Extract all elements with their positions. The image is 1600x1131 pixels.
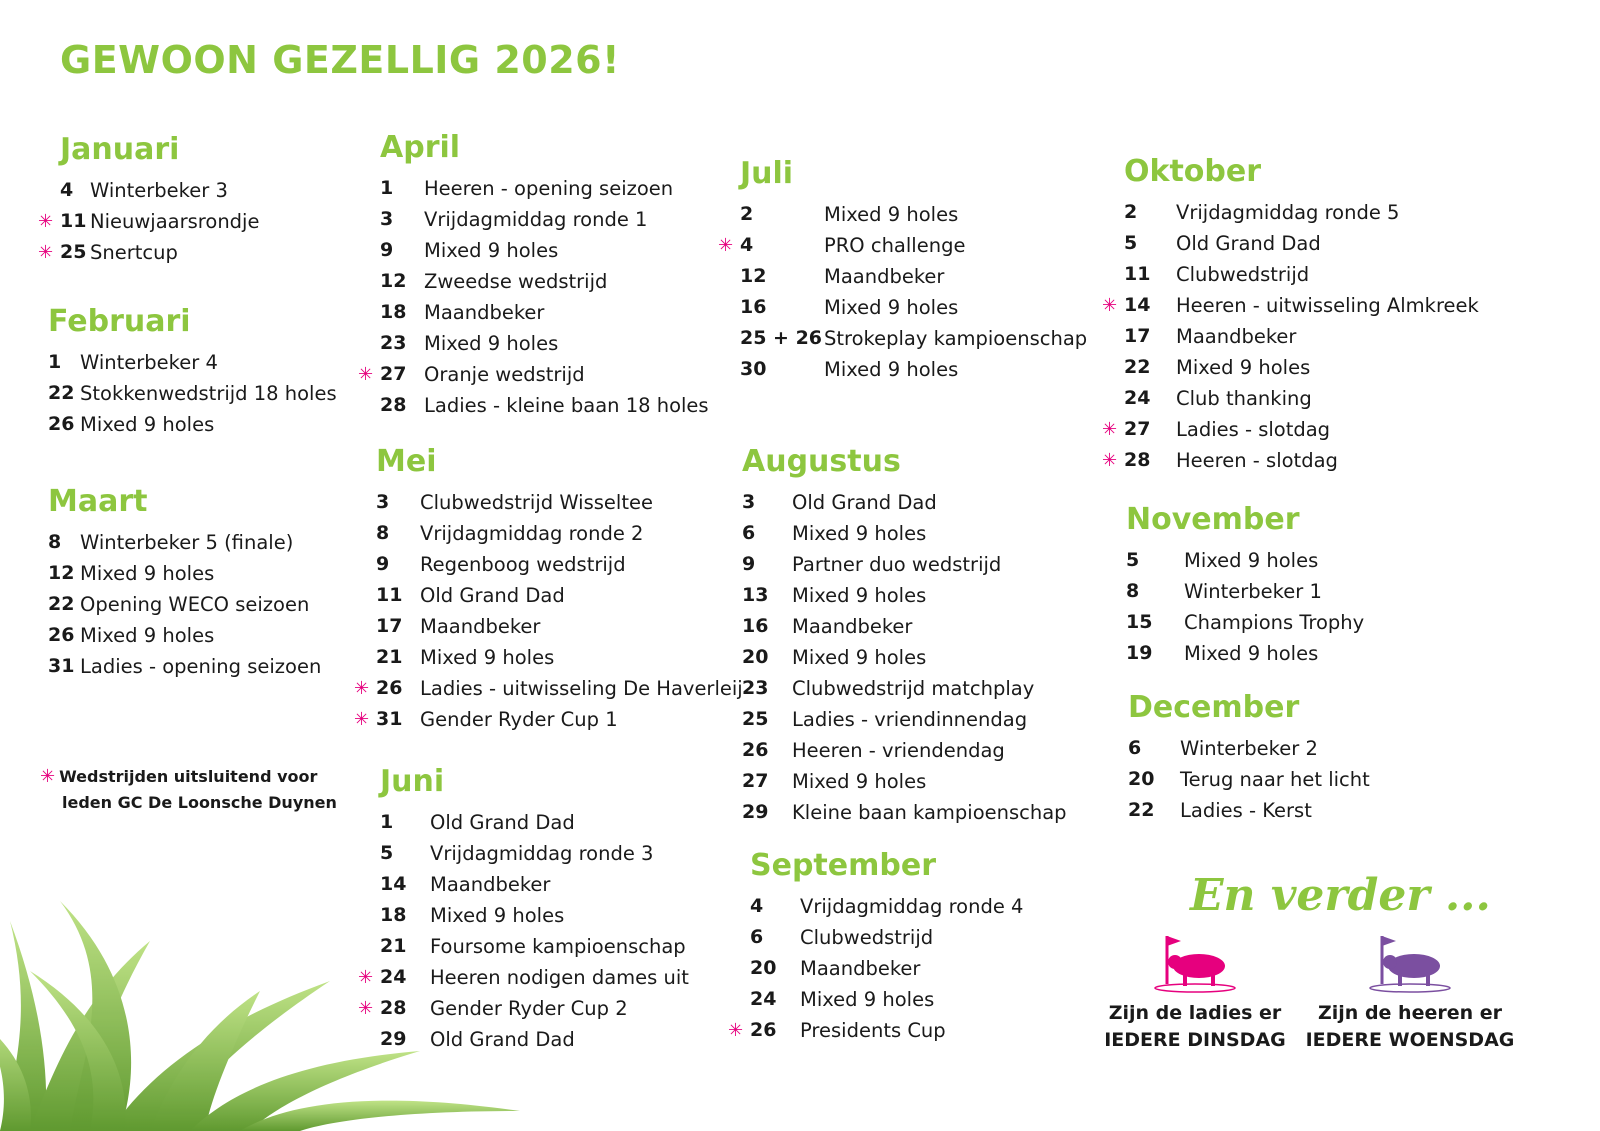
star-icon: ✳	[358, 967, 374, 988]
event-label: Mixed 9 holes	[420, 646, 555, 669]
event-label: Opening WECO seizoen	[80, 593, 310, 616]
month-september	[728, 848, 1120, 1046]
event-day: 8	[1126, 580, 1140, 602]
event-label: Mixed 9 holes	[430, 904, 565, 927]
event-label: Terug naar het licht	[1180, 768, 1370, 791]
event-row	[1102, 290, 1494, 321]
event-day: 26	[48, 624, 75, 646]
legend-line-1: Wedstrijden uitsluitend voor	[59, 767, 318, 786]
star-icon: ✳	[38, 211, 54, 232]
event-row	[380, 235, 750, 266]
event-row	[742, 611, 1112, 642]
event-day: 9	[380, 239, 394, 261]
event-row	[742, 549, 1112, 580]
month-heading: Oktober	[1124, 154, 1262, 189]
star-icon: ✳	[38, 242, 54, 263]
event-day: 21	[376, 646, 403, 668]
star-icon: ✳	[358, 998, 374, 1019]
event-label: Champions Trophy	[1184, 611, 1365, 634]
event-label: Mixed 9 holes	[792, 522, 927, 545]
star-icon: ✳	[1102, 295, 1118, 316]
event-label: Nieuwjaarsrondje	[90, 210, 260, 233]
event-day: 4	[60, 179, 74, 201]
event-row	[742, 642, 1112, 673]
ladies-weekly	[1090, 932, 1300, 1054]
event-day: 2	[740, 203, 754, 225]
event-day: 6	[750, 926, 764, 948]
event-day: 23	[380, 332, 407, 354]
event-label: Old Grand Dad	[430, 1028, 575, 1051]
event-day: 9	[742, 553, 756, 575]
event-day: 18	[380, 904, 407, 926]
event-day: 25 + 26	[740, 327, 823, 349]
event-row	[354, 673, 746, 704]
month-heading: Maart	[48, 484, 148, 519]
event-label: Old Grand Dad	[420, 584, 565, 607]
event-day: 25	[60, 241, 87, 263]
event-day: 25	[742, 708, 769, 730]
month-januari	[38, 132, 430, 268]
en-verder-heading: En verder ...	[1190, 870, 1491, 921]
event-label: Maandbeker	[1176, 325, 1297, 348]
event-day: 12	[740, 265, 767, 287]
month-augustus	[742, 444, 1112, 828]
star-icon: ✳	[1102, 419, 1118, 440]
event-day: 24	[1124, 387, 1151, 409]
event-label: Gender Ryder Cup 2	[430, 997, 628, 1020]
event-day: 27	[380, 363, 407, 385]
event-label: Heeren - vriendendag	[792, 739, 1005, 762]
event-day: 31	[48, 655, 75, 677]
event-label: Mixed 9 holes	[824, 296, 959, 319]
event-row	[742, 797, 1112, 828]
event-row	[742, 518, 1112, 549]
event-row	[376, 642, 746, 673]
legend-line-2: leden GC De Loonsche Duynen	[62, 793, 337, 812]
event-day: 26	[742, 739, 769, 761]
event-day: 18	[380, 301, 407, 323]
event-label: Oranje wedstrijd	[424, 363, 585, 386]
event-label: Stokkenwedstrijd 18 holes	[80, 382, 337, 405]
event-day: 9	[376, 553, 390, 575]
event-row	[1128, 795, 1498, 826]
event-label: Mixed 9 holes	[80, 413, 215, 436]
event-row	[38, 237, 430, 268]
event-row	[750, 891, 1120, 922]
event-day: 5	[380, 842, 394, 864]
event-day: 16	[740, 296, 767, 318]
event-row	[1126, 638, 1496, 669]
event-row	[380, 297, 750, 328]
event-label: Foursome kampioenschap	[430, 935, 686, 958]
event-label: Mixed 9 holes	[424, 332, 559, 355]
event-row	[740, 323, 1110, 354]
grass-illustration	[0, 881, 600, 1131]
event-row	[742, 704, 1112, 735]
event-day: 5	[1124, 232, 1138, 254]
event-day: 22	[48, 593, 75, 615]
event-label: Clubwedstrijd	[800, 926, 934, 949]
event-day: 17	[1124, 325, 1151, 347]
event-day: 1	[380, 177, 394, 199]
event-label: Vrijdagmiddag ronde 1	[424, 208, 648, 231]
month-april	[358, 130, 750, 421]
event-row	[718, 230, 1110, 261]
month-heading: Mei	[376, 444, 437, 479]
event-day: 8	[48, 531, 62, 553]
event-label: Clubwedstrijd Wisseltee	[420, 491, 653, 514]
event-day: 11	[376, 584, 403, 606]
event-label: Mixed 9 holes	[1184, 642, 1319, 665]
event-row	[380, 328, 750, 359]
event-day: 3	[742, 491, 756, 513]
event-row	[742, 580, 1112, 611]
event-row	[750, 922, 1120, 953]
event-row	[742, 766, 1112, 797]
event-day: 26	[376, 677, 403, 699]
event-day: 27	[742, 770, 769, 792]
event-label: Mixed 9 holes	[424, 239, 559, 262]
event-label: Ladies - Kerst	[1180, 799, 1312, 822]
event-row	[742, 673, 1112, 704]
month-maart	[48, 484, 418, 682]
event-label: Vrijdagmiddag ronde 5	[1176, 201, 1400, 224]
event-row	[376, 580, 746, 611]
heeren-line-2: IEDERE WOENSDAG	[1305, 1029, 1515, 1051]
star-icon: ✳	[354, 678, 370, 699]
event-day: 29	[380, 1028, 407, 1050]
month-heading: Juni	[380, 764, 445, 799]
event-row	[380, 204, 750, 235]
event-day: 26	[750, 1019, 777, 1041]
event-label: Strokeplay kampioenschap	[824, 327, 1088, 350]
month-december	[1128, 690, 1498, 826]
event-row	[1102, 445, 1494, 476]
event-row	[1124, 228, 1494, 259]
event-label: Maandbeker	[430, 873, 551, 896]
event-row	[354, 704, 746, 735]
event-day: 24	[380, 966, 407, 988]
event-row	[48, 527, 418, 558]
event-day: 11	[1124, 263, 1151, 285]
event-label: Clubwedstrijd	[1176, 263, 1310, 286]
event-label: Heeren - uitwisseling Almkreek	[1176, 294, 1479, 317]
event-label: Maandbeker	[424, 301, 545, 324]
event-label: Mixed 9 holes	[792, 646, 927, 669]
event-row	[742, 735, 1112, 766]
event-row	[380, 173, 750, 204]
event-row	[750, 984, 1120, 1015]
event-label: Maandbeker	[420, 615, 541, 638]
event-day: 20	[1128, 768, 1155, 790]
star-icon: ✳	[728, 1020, 744, 1041]
event-day: 22	[1124, 356, 1151, 378]
event-label: Presidents Cup	[800, 1019, 946, 1042]
event-label: Gender Ryder Cup 1	[420, 708, 618, 731]
event-row	[1126, 545, 1496, 576]
event-day: 26	[48, 413, 75, 435]
event-day: 1	[48, 351, 62, 373]
event-label: Mixed 9 holes	[792, 584, 927, 607]
event-row	[48, 620, 418, 651]
star-icon: ✳	[718, 235, 734, 256]
event-label: Zweedse wedstrijd	[424, 270, 608, 293]
event-row	[750, 953, 1120, 984]
event-label: Regenboog wedstrijd	[420, 553, 626, 576]
event-day: 4	[750, 895, 764, 917]
event-label: Heeren nodigen dames uit	[430, 966, 689, 989]
event-row	[376, 487, 746, 518]
event-row	[1124, 197, 1494, 228]
event-day: 1	[380, 811, 394, 833]
event-label: Kleine baan kampioenschap	[792, 801, 1067, 824]
event-row	[1124, 321, 1494, 352]
month-heading: September	[750, 848, 936, 883]
event-label: Ladies - kleine baan 18 holes	[424, 394, 709, 417]
event-label: Mixed 9 holes	[80, 562, 215, 585]
month-oktober	[1102, 154, 1494, 476]
event-label: Mixed 9 holes	[1176, 356, 1311, 379]
event-day: 14	[1124, 294, 1151, 316]
event-row	[376, 549, 746, 580]
event-day: 28	[380, 997, 407, 1019]
event-day: 5	[1126, 549, 1140, 571]
event-row	[740, 261, 1110, 292]
event-label: Maandbeker	[824, 265, 945, 288]
event-label: Winterbeker 1	[1184, 580, 1322, 603]
event-day: 30	[740, 358, 767, 380]
month-heading: Augustus	[742, 444, 901, 479]
event-day: 22	[48, 382, 75, 404]
event-label: Mixed 9 holes	[1184, 549, 1319, 572]
event-day: 3	[380, 208, 394, 230]
event-label: Club thanking	[1176, 387, 1312, 410]
event-row	[48, 589, 418, 620]
event-row	[740, 354, 1110, 385]
event-day: 31	[376, 708, 403, 730]
event-label: Mixed 9 holes	[792, 770, 927, 793]
month-heading: Januari	[60, 132, 180, 167]
month-november	[1126, 502, 1496, 669]
event-day: 20	[750, 957, 777, 979]
event-label: Winterbeker 2	[1180, 737, 1318, 760]
event-label: Clubwedstrijd matchplay	[792, 677, 1035, 700]
ladies-line-2: IEDERE DINSDAG	[1104, 1029, 1286, 1051]
event-label: PRO challenge	[824, 234, 966, 257]
month-heading: Juli	[740, 156, 794, 191]
event-row	[1124, 383, 1494, 414]
event-label: Winterbeker 3	[90, 179, 228, 202]
event-row	[1126, 576, 1496, 607]
event-row	[1128, 764, 1498, 795]
heeren-sheep-flag-icon	[1364, 932, 1456, 994]
event-label: Heeren - slotdag	[1176, 449, 1338, 472]
event-row	[376, 611, 746, 642]
legend	[40, 764, 337, 816]
event-row	[376, 518, 746, 549]
star-icon: ✳	[1102, 450, 1118, 471]
month-heading: November	[1126, 502, 1300, 537]
event-label: Maandbeker	[800, 957, 921, 980]
heeren-weekly	[1300, 932, 1520, 1054]
event-day: 16	[742, 615, 769, 637]
event-row	[38, 206, 430, 237]
event-label: Ladies - opening seizoen	[80, 655, 322, 678]
event-day: 13	[742, 584, 769, 606]
event-day: 3	[376, 491, 390, 513]
event-label: Mixed 9 holes	[824, 358, 959, 381]
event-day: 22	[1128, 799, 1155, 821]
event-day: 29	[742, 801, 769, 823]
event-row	[1102, 414, 1494, 445]
event-label: Old Grand Dad	[792, 491, 937, 514]
event-day: 28	[380, 394, 407, 416]
event-label: Vrijdagmiddag ronde 2	[420, 522, 644, 545]
event-label: Snertcup	[90, 241, 178, 264]
event-label: Vrijdagmiddag ronde 3	[430, 842, 654, 865]
event-label: Maandbeker	[792, 615, 913, 638]
event-row	[380, 838, 750, 869]
event-row	[740, 199, 1110, 230]
event-row	[358, 359, 750, 390]
event-row	[48, 409, 418, 440]
ladies-line-1: Zijn de ladies er	[1108, 1002, 1282, 1024]
event-label: Mixed 9 holes	[80, 624, 215, 647]
event-day: 20	[742, 646, 769, 668]
star-icon: ✳	[358, 364, 374, 385]
month-heading: Februari	[48, 304, 191, 339]
event-row	[48, 558, 418, 589]
event-label: Winterbeker 5 (finale)	[80, 531, 294, 554]
event-row	[60, 175, 430, 206]
event-row	[728, 1015, 1120, 1046]
event-day: 21	[380, 935, 407, 957]
event-day: 11	[60, 210, 87, 232]
event-label: Mixed 9 holes	[800, 988, 935, 1011]
event-row	[1126, 607, 1496, 638]
heeren-line-1: Zijn de heeren er	[1318, 1002, 1502, 1024]
page-title: GEWOON GEZELLIG 2026!	[60, 38, 620, 82]
event-day: 23	[742, 677, 769, 699]
month-juli	[718, 156, 1110, 385]
event-row	[380, 807, 750, 838]
event-day: 24	[750, 988, 777, 1010]
event-day: 19	[1126, 642, 1153, 664]
event-row	[1124, 352, 1494, 383]
event-day: 12	[48, 562, 75, 584]
event-label: Ladies - vriendinnendag	[792, 708, 1028, 731]
event-day: 14	[380, 873, 407, 895]
month-heading: April	[380, 130, 461, 165]
ladies-sheep-flag-icon	[1149, 932, 1241, 994]
event-row	[380, 390, 750, 421]
event-day: 4	[740, 234, 754, 256]
event-label: Heeren - opening seizoen	[424, 177, 674, 200]
month-mei	[354, 444, 746, 735]
event-day: 17	[376, 615, 403, 637]
event-label: Partner duo wedstrijd	[792, 553, 1002, 576]
event-row	[740, 292, 1110, 323]
event-label: Ladies - slotdag	[1176, 418, 1331, 441]
event-label: Old Grand Dad	[430, 811, 575, 834]
event-label: Mixed 9 holes	[824, 203, 959, 226]
event-day: 28	[1124, 449, 1151, 471]
event-day: 6	[1128, 737, 1142, 759]
event-day: 2	[1124, 201, 1138, 223]
event-row	[1128, 733, 1498, 764]
event-label: Ladies - uitwisseling De Haverleij	[420, 677, 743, 700]
event-day: 12	[380, 270, 407, 292]
star-icon: ✳	[40, 766, 56, 787]
event-day: 8	[376, 522, 390, 544]
event-day: 6	[742, 522, 756, 544]
event-row	[742, 487, 1112, 518]
event-label: Vrijdagmiddag ronde 4	[800, 895, 1024, 918]
event-row	[380, 266, 750, 297]
event-day: 15	[1126, 611, 1153, 633]
event-label: Winterbeker 4	[80, 351, 218, 374]
month-heading: December	[1128, 690, 1300, 725]
event-day: 27	[1124, 418, 1151, 440]
event-label: Old Grand Dad	[1176, 232, 1321, 255]
star-icon: ✳	[354, 709, 370, 730]
event-row	[1124, 259, 1494, 290]
